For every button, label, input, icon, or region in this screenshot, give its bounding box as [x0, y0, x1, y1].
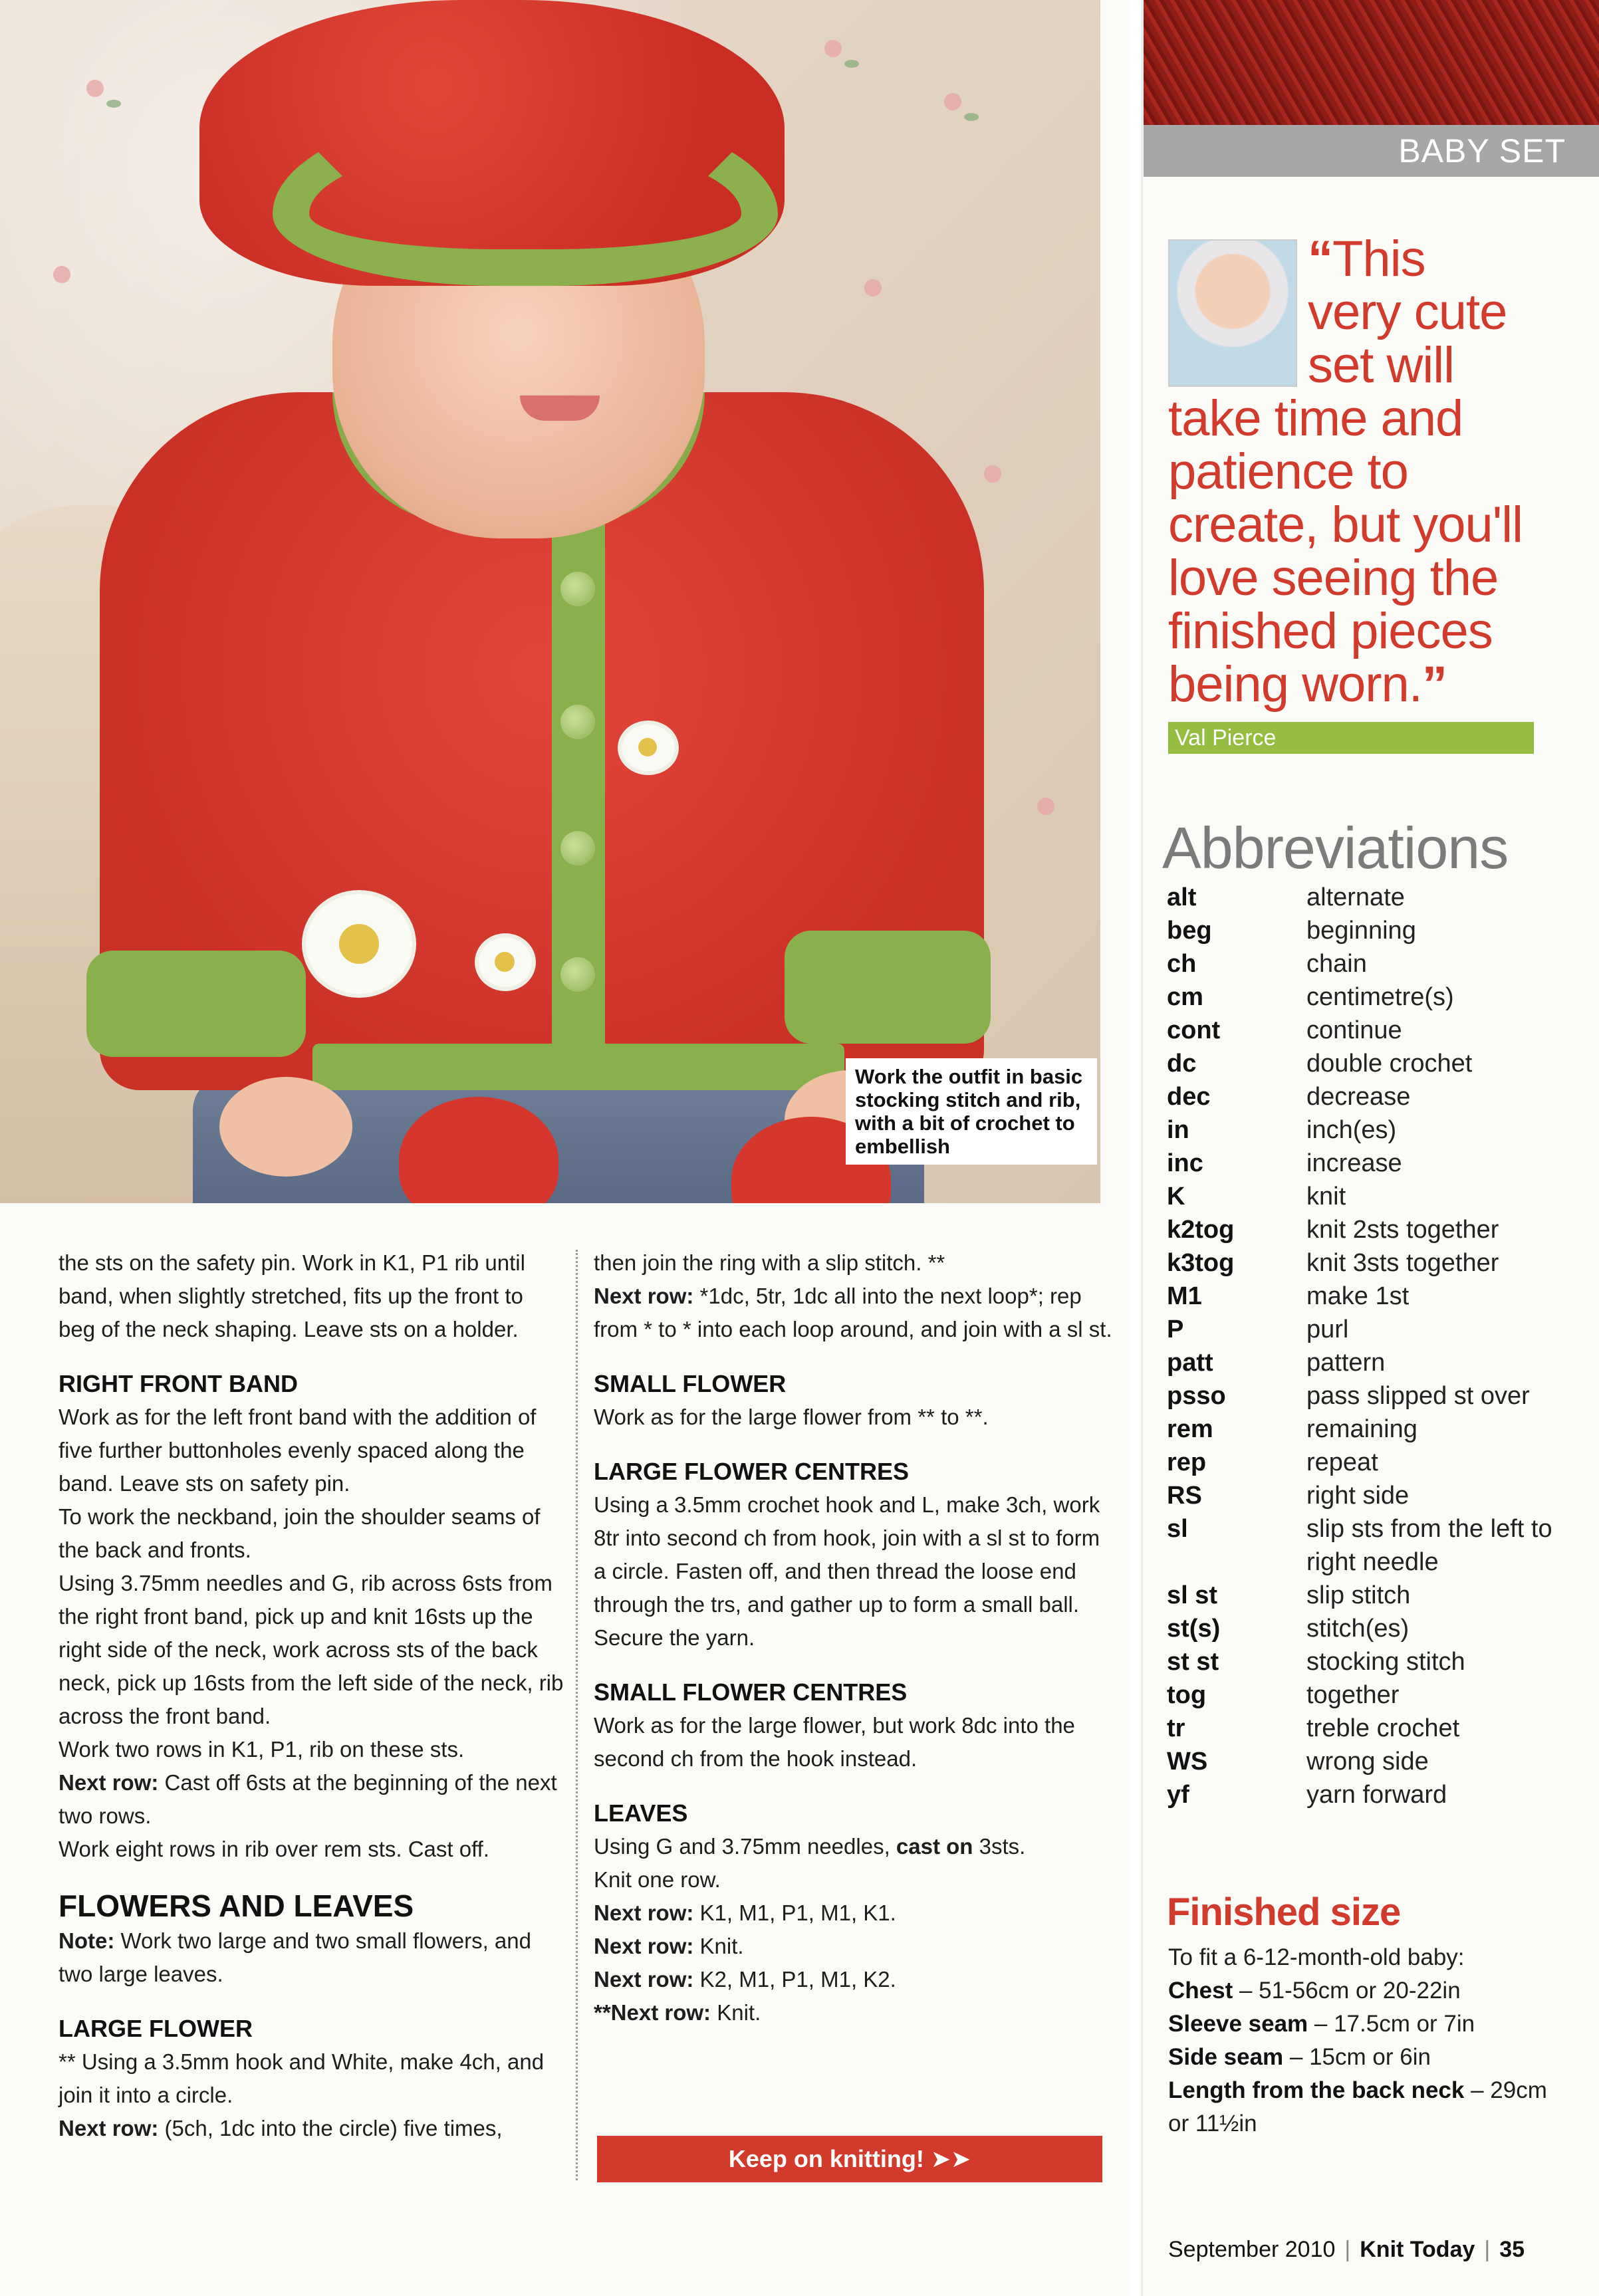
side-label: Side seam [1168, 2044, 1284, 2070]
baby-mouth [520, 396, 600, 421]
sleeve-value: – 17.5cm or 7in [1308, 2011, 1475, 2037]
abbreviation-meaning: purl [1306, 1316, 1349, 1343]
baby-hand [219, 1077, 352, 1177]
footer-date: September 2010 [1168, 2237, 1336, 2262]
wallpaper-leaf [106, 100, 121, 108]
next-row-text: Knit. [693, 1934, 744, 1958]
leaves-row-3 [594, 1963, 1112, 1996]
flower-centre [638, 738, 657, 756]
quote-line-2: very cute [1308, 284, 1507, 340]
abbreviation-row [1167, 980, 1592, 1014]
col1-intro: the sts on the safety pin. Work in K1, P1 rib until band, when slightly stretched, fits up the front to beg of the neck shaping. Leave sts on a holder. [59, 1250, 525, 1341]
next-row-text: K1, M1, P1, M1, K1. [693, 1900, 896, 1925]
rfb-para-3: Using 3.75mm needles and G, rib across 6sts from the right front band, pick up and knit 16sts up the right side of the neck, work across sts of the back neck, pick up 16sts from the left side of the neck, rib across the front band. [59, 1571, 564, 1728]
abbreviation-meaning: pattern [1306, 1349, 1386, 1377]
photo-caption: Work the outfit in basic stocking stitch and rib, with a bit of crochet to embellish [846, 1058, 1097, 1165]
wallpaper-flower [86, 80, 104, 97]
button [560, 831, 595, 865]
abbreviation-meaning: yarn forward [1306, 1781, 1447, 1809]
large-flower-para: ** Using a 3.5mm hook and White, make 4ch, and join it into a circle. [59, 2049, 545, 2107]
abbreviation-meaning: knit 2sts together [1306, 1216, 1499, 1244]
flowers-note [59, 1924, 564, 1991]
next-row-text: *1dc, 5tr, 1dc all into the next loop*; rep from * to * into each loop around, and join with a sl st. [594, 1284, 1112, 1341]
abbreviation-meaning: increase [1306, 1149, 1402, 1177]
cast-on-label: cast on [896, 1834, 973, 1859]
abbreviation-term: ch [1167, 950, 1197, 978]
abbreviation-row [1167, 1745, 1592, 1778]
page-number: 35 [1499, 2237, 1525, 2262]
cardigan-hem [312, 1044, 844, 1090]
abbreviation-meaning: beginning [1306, 917, 1416, 945]
abbreviation-term: rep [1167, 1448, 1207, 1476]
abbreviation-row [1167, 1612, 1592, 1645]
abbreviation-meaning: chain [1306, 950, 1367, 978]
abbreviation-row [1167, 1512, 1592, 1579]
abbreviation-row [1167, 1712, 1592, 1745]
pattern-column-1 [59, 1246, 564, 2145]
abbreviation-term: P [1167, 1316, 1184, 1343]
baby-photo [0, 0, 1100, 1203]
abbreviation-meaning: slip sts from the left to right needle [1306, 1515, 1552, 1576]
finished-size-list [1168, 1941, 1567, 2140]
next-row-label: **Next row: [594, 2000, 711, 2025]
abbreviation-row [1167, 1246, 1592, 1280]
abbreviation-meaning: pass slipped st over [1306, 1382, 1530, 1410]
close-quote-mark: ” [1421, 656, 1447, 713]
abbreviation-term: k3tog [1167, 1249, 1235, 1277]
small-flower-centres-heading: SMALL FLOWER CENTRES [594, 1678, 908, 1706]
chest-value: – 51-56cm or 20-22in [1233, 1978, 1461, 2004]
rfb-para-2: To work the neckband, join the shoulder seams of the back and fronts. [59, 1504, 541, 1562]
next-row-text: Knit. [711, 2000, 761, 2025]
column-dotted-rule [576, 1250, 578, 2180]
abbreviation-row [1167, 1147, 1592, 1180]
finished-size-length [1168, 2074, 1567, 2140]
leaves-para-2: Knit one row. [594, 1867, 721, 1892]
abbreviation-term: patt [1167, 1349, 1213, 1377]
finished-size-chest [1168, 1974, 1567, 2008]
abbreviation-meaning: together [1306, 1681, 1400, 1709]
abbreviation-term: M1 [1167, 1282, 1202, 1310]
button [560, 957, 595, 992]
next-row-label: Next row: [594, 1900, 694, 1925]
finished-size-sleeve [1168, 2008, 1567, 2041]
left-cuff [86, 951, 306, 1057]
abbreviations-list [1167, 881, 1592, 1811]
abbreviation-meaning: remaining [1306, 1415, 1417, 1443]
rfb-para-4: Work two rows in K1, P1, rib on these sts. [59, 1737, 465, 1762]
abbreviation-meaning: centimetre(s) [1306, 983, 1454, 1011]
sleeve-label: Sleeve seam [1168, 2011, 1308, 2037]
pattern-column-2 [594, 1246, 1112, 2029]
wallpaper-flower [944, 93, 961, 110]
quote-line-1-text: This [1332, 231, 1425, 287]
abbreviation-row [1167, 881, 1592, 914]
abbreviation-row [1167, 1579, 1592, 1612]
next-row-label: Next row: [594, 1934, 694, 1958]
abbreviation-row [1167, 1180, 1592, 1213]
abbreviation-term: sl [1167, 1515, 1188, 1543]
abbreviation-term: dc [1167, 1050, 1197, 1078]
abbreviation-meaning: knit 3sts together [1306, 1249, 1499, 1277]
abbreviation-term: cont [1167, 1016, 1221, 1044]
quote-line-1 [1168, 233, 1554, 286]
abbreviation-meaning: stocking stitch [1306, 1648, 1465, 1676]
leaves-row-4 [594, 1996, 1112, 2029]
abbreviation-term: beg [1167, 917, 1212, 945]
abbreviation-row [1167, 1113, 1592, 1147]
next-row-label: Next row: [59, 1770, 159, 1795]
yarn-texture-banner [1144, 0, 1599, 125]
abbreviation-row [1167, 1413, 1592, 1446]
abbreviation-meaning: stitch(es) [1306, 1615, 1410, 1643]
right-cuff [785, 931, 991, 1044]
next-row-text: (5ch, 1dc into the circle) five times, [158, 2116, 503, 2140]
abbreviation-term: k2tog [1167, 1216, 1235, 1244]
abbreviation-row [1167, 1014, 1592, 1047]
length-label: Length from the back neck [1168, 2077, 1465, 2103]
page-footer: September 2010 | Knit Today | 35 [1168, 2237, 1525, 2262]
leaves-heading: LEAVES [594, 1799, 688, 1827]
abbreviation-row [1167, 1280, 1592, 1313]
abbreviation-meaning: alternate [1306, 883, 1405, 911]
abbreviation-row [1167, 947, 1592, 980]
section-bar [1144, 125, 1599, 177]
abbreviation-term: st(s) [1167, 1615, 1221, 1643]
abbreviation-row [1167, 1213, 1592, 1246]
length-value: – 29cm or 11½in [1168, 2077, 1547, 2136]
abbreviation-row [1167, 1678, 1592, 1712]
abbreviation-row [1167, 1479, 1592, 1512]
small-flower-para: Work as for the large flower from ** to **. [594, 1405, 989, 1429]
abbreviation-meaning: decrease [1306, 1083, 1411, 1111]
large-flower-centres-para: Using a 3.5mm crochet hook and L, make 3ch, work 8tr into second ch from hook, join with a sl st to form a circle. Fasten off, and then thread the loose end through the trs, and gather up to form a small ball. Secure the yarn. [594, 1492, 1100, 1650]
finished-size-intro: To fit a 6-12-month-old baby: [1168, 1944, 1465, 1970]
right-front-band-heading: RIGHT FRONT BAND [59, 1370, 298, 1397]
col2-next-row [594, 1280, 1112, 1346]
wallpaper-flower [984, 465, 1001, 483]
abbreviations-heading: Abbreviations [1162, 815, 1509, 881]
abbreviation-row [1167, 1080, 1592, 1113]
finished-size-side [1168, 2041, 1567, 2074]
abbreviation-row [1167, 1778, 1592, 1811]
abbreviation-meaning: slip stitch [1306, 1581, 1411, 1609]
rfb-para-1: Work as for the left front band with the addition of five further buttonholes evenly spaced along the band. Leave sts on safety pin. [59, 1405, 537, 1496]
button [560, 705, 595, 739]
wallpaper-leaf [964, 113, 979, 121]
abbreviation-term: in [1167, 1116, 1189, 1144]
rfb-para-5: Work eight rows in rib over rem sts. Cast off. [59, 1837, 489, 1861]
abbreviation-meaning: double crochet [1306, 1050, 1473, 1078]
wallpaper-flower [824, 40, 842, 57]
flower-centre [495, 952, 515, 972]
abbreviation-term: inc [1167, 1149, 1203, 1177]
abbreviation-row [1167, 1346, 1592, 1379]
leaves-row-1 [594, 1896, 1112, 1930]
wallpaper-flower [864, 279, 882, 296]
abbreviation-term: sl st [1167, 1581, 1218, 1609]
next-row-label: Next row: [59, 2116, 159, 2140]
wallpaper-flower [53, 266, 70, 283]
abbreviation-row [1167, 1047, 1592, 1080]
leaves-text: Using G and 3.75mm needles, [594, 1834, 896, 1859]
next-row-text: Cast off 6sts at the beginning of the next two rows. [59, 1770, 557, 1828]
pull-quote [1168, 233, 1554, 711]
note-text: Work two large and two small flowers, and two large leaves. [59, 1928, 531, 1986]
abbreviation-term: alt [1167, 883, 1197, 911]
note-label: Note: [59, 1928, 115, 1953]
abbreviation-row [1167, 1645, 1592, 1678]
abbreviation-term: yf [1167, 1781, 1189, 1809]
rfb-next-row [59, 1766, 564, 1833]
open-quote-mark: “ [1308, 231, 1332, 287]
column-rule [1141, 0, 1143, 2296]
abbreviation-meaning: inch(es) [1306, 1116, 1397, 1144]
finished-size-heading: Finished size [1167, 1891, 1401, 1934]
large-flower-centres-heading: LARGE FLOWER CENTRES [594, 1458, 909, 1485]
abbreviation-term: WS [1167, 1748, 1208, 1776]
quote-line-3: set will [1308, 337, 1455, 394]
abbreviation-term: psso [1167, 1382, 1226, 1410]
abbreviation-meaning: wrong side [1306, 1748, 1429, 1776]
abbreviation-term: tr [1167, 1714, 1185, 1742]
large-flower-heading: LARGE FLOWER [59, 2015, 253, 2042]
abbreviation-meaning: right side [1306, 1482, 1410, 1510]
next-row-text: K2, M1, P1, M1, K2. [693, 1967, 896, 1992]
section-title: BABY SET [1398, 132, 1566, 170]
large-flower-next-row [59, 2112, 564, 2145]
abbreviation-term: rem [1167, 1415, 1213, 1443]
abbreviation-meaning: continue [1306, 1016, 1402, 1044]
abbreviation-row [1167, 1379, 1592, 1413]
abbreviation-meaning: make 1st [1306, 1282, 1410, 1310]
abbreviation-term: st st [1167, 1648, 1219, 1676]
flowers-leaves-heading: FLOWERS AND LEAVES [59, 1889, 414, 1923]
footer-magazine: Knit Today [1360, 2237, 1475, 2262]
abbreviation-term: dec [1167, 1083, 1211, 1111]
abbreviation-row [1167, 1446, 1592, 1479]
flower-centre [339, 924, 379, 964]
small-flower-centres-para: Work as for the large flower, but work 8dc into the second ch from the hook instead. [594, 1713, 1075, 1771]
abbreviation-term: K [1167, 1183, 1185, 1210]
abbreviation-term: RS [1167, 1482, 1202, 1510]
keep-knitting-button[interactable]: Keep on knitting! ➤➤ [597, 2136, 1102, 2182]
button [560, 572, 595, 606]
side-value: – 15cm or 6in [1283, 2044, 1431, 2070]
abbreviation-row [1167, 914, 1592, 947]
abbreviation-row [1167, 1313, 1592, 1346]
col2-intro: then join the ring with a slip stitch. ** [594, 1250, 945, 1275]
next-row-label: Next row: [594, 1967, 694, 1992]
leaves-row-2 [594, 1930, 1112, 1963]
abbreviation-meaning: knit [1306, 1183, 1346, 1210]
quote-rest: take time and patience to create, but you'll love seeing the finished pieces being worn. [1168, 390, 1523, 713]
column-gutter [1130, 0, 1141, 2296]
abbreviation-meaning: treble crochet [1306, 1714, 1460, 1742]
leaves-para-1 [594, 1830, 1112, 1863]
quote-author: Val Pierce [1168, 722, 1534, 754]
abbreviation-meaning: repeat [1306, 1448, 1378, 1476]
leaves-text: 3sts. [973, 1834, 1026, 1859]
abbreviation-term: cm [1167, 983, 1203, 1011]
wallpaper-leaf [844, 60, 859, 68]
next-row-label: Next row: [594, 1284, 694, 1308]
small-flower-heading: SMALL FLOWER [594, 1370, 787, 1397]
wallpaper-flower [1037, 798, 1054, 815]
chest-label: Chest [1168, 1978, 1233, 2004]
abbreviation-term: tog [1167, 1681, 1207, 1709]
